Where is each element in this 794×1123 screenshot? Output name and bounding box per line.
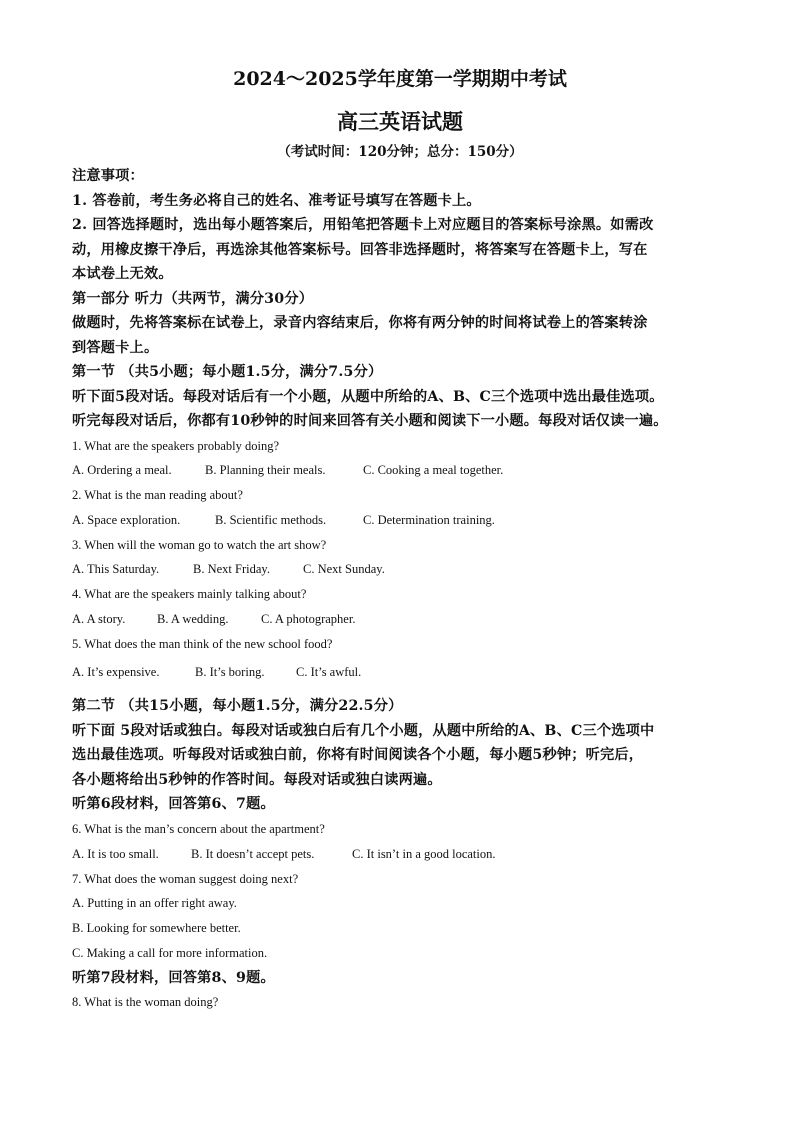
option-b: B. Planning their meals.	[205, 463, 326, 478]
material-7-heading: 听第7段材料，回答第8、9题。	[72, 969, 275, 986]
section1-instruction-line-2: 听完每段对话后，你都有10秒钟的时间来回答有关小题和阅读下一小题。每段对话仅读一遍。	[72, 413, 668, 429]
question-1-options	[72, 458, 728, 483]
section1-heading: 第一节 （共5小题；每小题1.5分，满分7.5分）	[72, 364, 383, 380]
spacer	[72, 684, 728, 694]
part1-instruction-line-2: 到答题卡上。	[72, 339, 159, 356]
question-7-option-a: A. Putting in an offer right away.	[72, 896, 237, 911]
option-b: B. Next Friday.	[193, 562, 270, 577]
section1-questions	[72, 434, 728, 685]
question-2: 2. What is the man reading about?	[72, 488, 243, 503]
question-3-options	[72, 557, 728, 582]
exam-info: （考试时间：120分钟；总分：150分）	[277, 144, 523, 160]
note-1: 1. 答卷前，考生务必将自己的姓名、准考证号填写在答题卡上。	[72, 192, 481, 209]
option-a: A. This Saturday.	[72, 562, 160, 577]
question-7-option-c: C. Making a call for more information.	[72, 945, 268, 960]
section2-instruction-line-2: 选出最佳选项。听每段对话或独白前，你将有时间阅读各个小题，每小题5秒钟；听完后，	[72, 747, 644, 764]
section2-instruction-line-3: 各小题将给出5秒钟的作答时间。每段对话或独白读两遍。	[72, 771, 442, 788]
section1-instruction-line-1: 听下面5段对话。每段对话后有一个小题，从题中所给的A、B、C三个选项中选出最佳选项。	[72, 388, 664, 405]
question-3: 3. When will the woman go to watch the art show?	[72, 537, 327, 552]
question-6: 6. What is the man’s concern about the apartment?	[72, 821, 325, 836]
question-5: 5. What does the man think of the new school food?	[72, 636, 333, 651]
note-2-line-3: 本试卷上无效。	[72, 266, 173, 282]
question-8: 8. What is the woman doing?	[72, 995, 219, 1010]
question-6-options	[72, 842, 728, 867]
question-7: 7. What does the woman suggest doing next?	[72, 871, 299, 886]
material-6-heading: 听第6段材料，回答第6、7题。	[72, 796, 275, 813]
part1-instruction-line-1: 做题时，先将答案标在试卷上，录音内容结束后，你将有两分钟的时间将试卷上的答案转涂	[72, 315, 648, 331]
exam-subtitle: 高三英语试题	[337, 109, 463, 134]
part1-heading: 第一部分 听力（共两节，满分30分）	[72, 290, 314, 307]
exam-page	[72, 66, 728, 1015]
option-b: B. It’s boring.	[195, 664, 265, 679]
option-c: C. It’s awful.	[296, 664, 362, 679]
section2-heading: 第二节 （共15小题，每小题1.5分，满分22.5分）	[72, 698, 403, 715]
question-4-options	[72, 607, 728, 632]
option-c: C. It isn’t in a good location.	[352, 846, 496, 861]
option-c: C. Next Sunday.	[303, 562, 385, 577]
option-b: B. A wedding.	[157, 612, 229, 627]
option-a: A. It is too small.	[72, 846, 159, 861]
option-a: A. A story.	[72, 612, 126, 627]
question-1: 1. What are the speakers probably doing?	[72, 438, 279, 453]
option-c: C. Determination training.	[363, 512, 495, 527]
question-5-options	[72, 660, 728, 685]
question-7-option-b: B. Looking for somewhere better.	[72, 921, 241, 936]
note-2-line-1: 2. 回答选择题时，选出每小题答案后，用铅笔把答题卡上对应题目的答案标号涂黑。如需改	[72, 217, 654, 233]
note-2-line-2: 动，用橡皮擦干净后，再选涂其他答案标号。回答非选择题时，将答案写在答题卡上，写在	[72, 241, 648, 258]
option-b: B. Scientific methods.	[215, 512, 327, 527]
section2-instruction-line-1: 听下面 5段对话或独白。每段对话或独白后有几个小题，从题中所给的A、B、C三个选项中	[72, 722, 655, 739]
option-b: B. It doesn’t accept pets.	[191, 846, 315, 861]
option-c: C. Cooking a meal together.	[363, 463, 504, 478]
notes-heading: 注意事项：	[72, 168, 144, 184]
option-a: A. Ordering a meal.	[72, 463, 172, 478]
option-c: C. A photographer.	[261, 612, 356, 627]
exam-title: 2024～2025学年度第一学期期中考试	[233, 68, 567, 90]
option-a: A. Space exploration.	[72, 512, 181, 527]
question-4: 4. What are the speakers mainly talking about?	[72, 587, 307, 602]
option-a: A. It’s expensive.	[72, 664, 160, 679]
question-2-options	[72, 508, 728, 533]
